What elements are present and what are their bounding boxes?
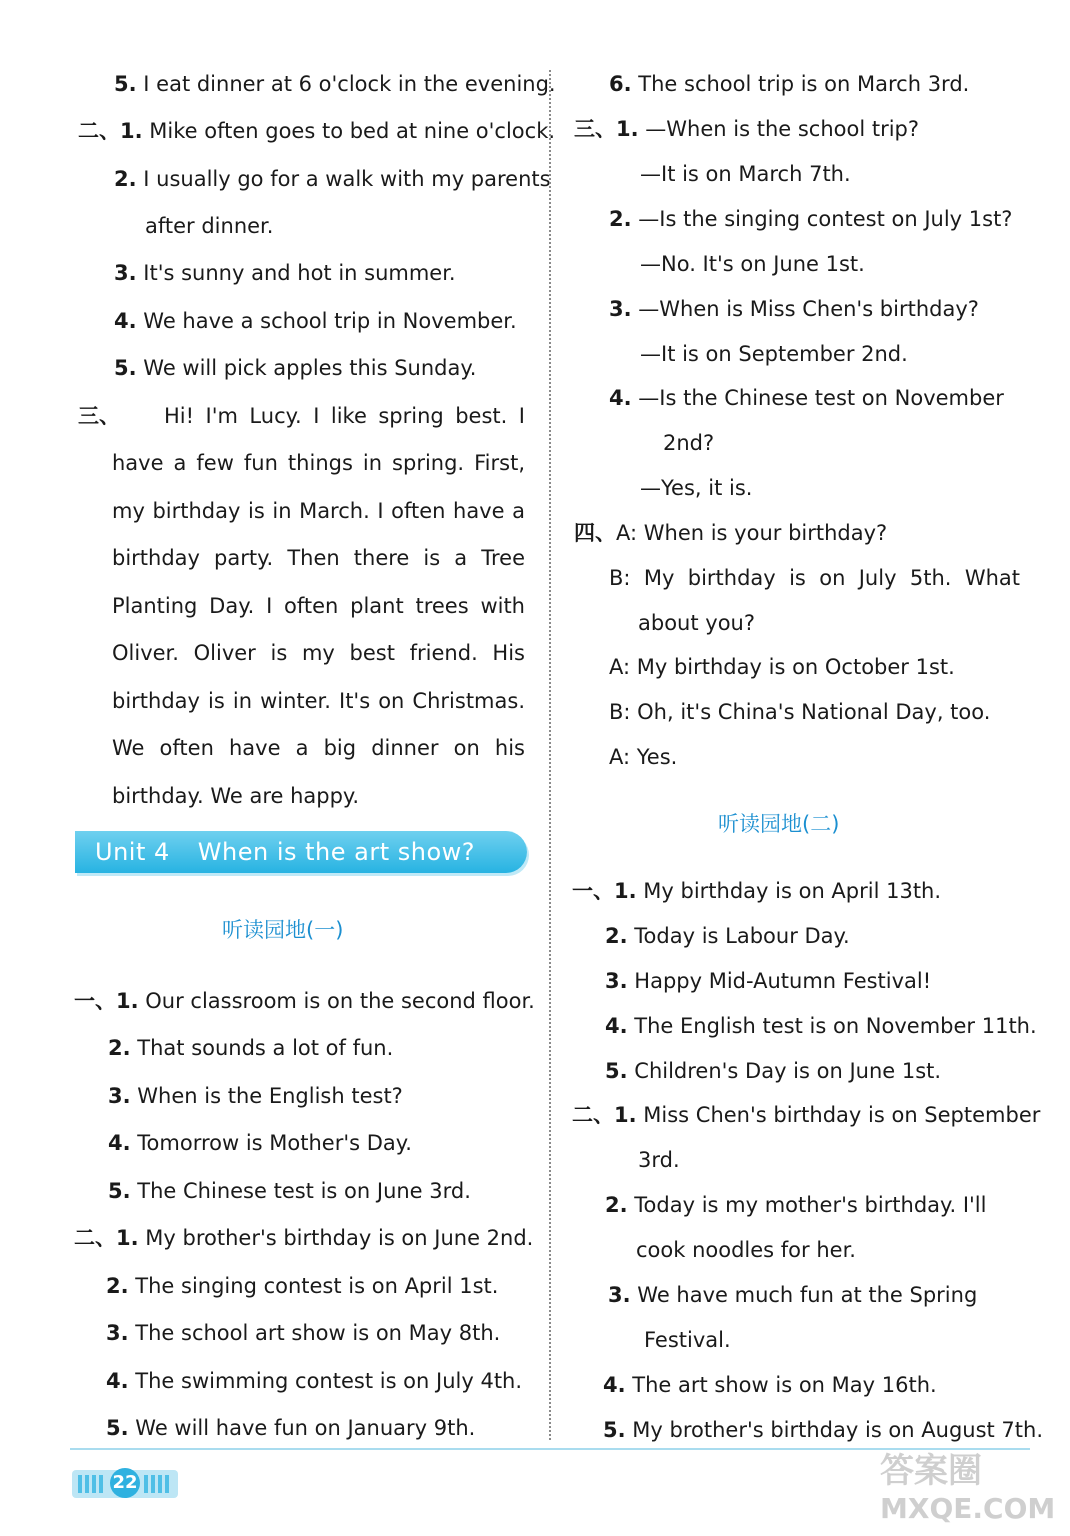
- right-d2b: about you?: [638, 611, 755, 635]
- left-a-5: 5. The Chinese test is on June 3rd.: [108, 1179, 471, 1203]
- left-subhead: 听读园地(一): [222, 918, 344, 942]
- right-line-1: 6. The school trip is on March 3rd.: [609, 72, 970, 96]
- right-d2: B: My birthday is on July 5th. What: [609, 566, 1020, 590]
- right-q3b: —It is on September 2nd.: [640, 342, 908, 366]
- right-q2a: 2. —Is the singing contest on July 1st?: [609, 207, 1013, 231]
- right-b-3: 3. We have much fun at the Spring: [608, 1283, 978, 1307]
- para-line-8: We often have a big dinner on his: [112, 736, 525, 760]
- left-b-1: 二、1. My brother's birthday is on June 2nd.: [74, 1226, 534, 1250]
- left-line-4: 3. It's sunny and hot in summer.: [114, 261, 456, 285]
- right-q4c: —Yes, it is.: [640, 476, 753, 500]
- right-a-2: 2. Today is Labour Day.: [605, 924, 850, 948]
- right-a-3: 3. Happy Mid-Autumn Festival!: [605, 969, 932, 993]
- left-line-6: 5. We will pick apples this Sunday.: [114, 356, 477, 380]
- right-d5: A: Yes.: [609, 745, 678, 769]
- right-b-5: 5. My brother's birthday is on August 7th.: [603, 1418, 1044, 1442]
- left-a-2: 2. That sounds a lot of fun.: [108, 1036, 394, 1060]
- right-b-1b: 3rd.: [638, 1148, 680, 1172]
- left-line-1: 5. I eat dinner at 6 o'clock in the evening.: [114, 72, 556, 96]
- left-line-3: 2. I usually go for a walk with my parents: [114, 167, 551, 191]
- right-subhead: 听读园地(二): [718, 812, 840, 836]
- right-d1: 四、A: When is your birthday?: [574, 521, 888, 545]
- left-b-5: 5. We will have fun on January 9th.: [106, 1416, 476, 1440]
- unit-number: Unit 4: [95, 838, 170, 866]
- page-number: 22: [110, 1468, 140, 1498]
- left-line-5: 4. We have a school trip in November.: [114, 309, 517, 333]
- left-b-4: 4. The swimming contest is on July 4th.: [106, 1369, 523, 1393]
- right-b-1: 二、1. Miss Chen's birthday is on September: [572, 1103, 1041, 1127]
- watermark-title: 答案圈: [880, 1451, 982, 1491]
- right-q1b: —It is on March 7th.: [640, 162, 851, 186]
- para-line-9: birthday. We are happy.: [112, 784, 360, 808]
- right-b-4: 4. The art show is on May 16th.: [603, 1373, 937, 1397]
- right-q1a: 三、1. —When is the school trip?: [574, 117, 920, 141]
- left-a-3: 3. When is the English test?: [108, 1084, 403, 1108]
- left-line-2: 二、1. Mike often goes to bed at nine o'clock.: [78, 119, 556, 143]
- right-q2b: —No. It's on June 1st.: [640, 252, 865, 276]
- left-b-3: 3. The school art show is on May 8th.: [106, 1321, 501, 1345]
- right-b-2b: cook noodles for her.: [636, 1238, 856, 1262]
- left-a-4: 4. Tomorrow is Mother's Day.: [108, 1131, 412, 1155]
- para-line-7: birthday is in winter. It's on Christmas.: [112, 689, 525, 713]
- right-d4: B: Oh, it's China's National Day, too.: [609, 700, 991, 724]
- right-q4a: 4. —Is the Chinese test on November: [609, 386, 1004, 410]
- left-b-2: 2. The singing contest is on April 1st.: [106, 1274, 499, 1298]
- para-line-4: birthday party. Then there is a Tree: [112, 546, 525, 570]
- unit-banner: [75, 831, 527, 873]
- right-d3: A: My birthday is on October 1st.: [609, 655, 955, 679]
- para-line-1: Hi! I'm Lucy. I like spring best. I: [164, 404, 525, 428]
- watermark: [880, 1452, 1060, 1532]
- right-b-3b: Festival.: [644, 1328, 731, 1352]
- decor-grid-right-icon: [144, 1475, 172, 1493]
- unit-title: When is the art show?: [197, 838, 476, 866]
- right-a-5: 5. Children's Day is on June 1st.: [605, 1059, 942, 1083]
- section-3-label: 三、: [78, 404, 120, 428]
- right-a-4: 4. The English test is on November 11th.: [605, 1014, 1037, 1038]
- left-a-1: 一、1. Our classroom is on the second floor.: [74, 989, 535, 1013]
- right-a-1: 一、1. My birthday is on April 13th.: [572, 879, 942, 903]
- watermark-url: MXQE.COM: [880, 1492, 1056, 1525]
- right-q4b: 2nd?: [663, 431, 715, 455]
- para-line-2: have a few fun things in spring. First,: [112, 451, 525, 475]
- para-line-3: my birthday is in March. I often have a: [112, 499, 525, 523]
- page-number-badge: [72, 1470, 178, 1498]
- right-b-2: 2. Today is my mother's birthday. I'll: [605, 1193, 987, 1217]
- para-line-6: Oliver. Oliver is my best friend. His: [112, 641, 525, 665]
- right-q3a: 3. —When is Miss Chen's birthday?: [609, 297, 979, 321]
- left-line-3b: after dinner.: [145, 214, 274, 238]
- footer-rule: [70, 1448, 1030, 1450]
- column-divider: [549, 70, 551, 1440]
- para-line-5: Planting Day. I often plant trees with: [112, 594, 525, 618]
- decor-grid-left-icon: [78, 1475, 106, 1493]
